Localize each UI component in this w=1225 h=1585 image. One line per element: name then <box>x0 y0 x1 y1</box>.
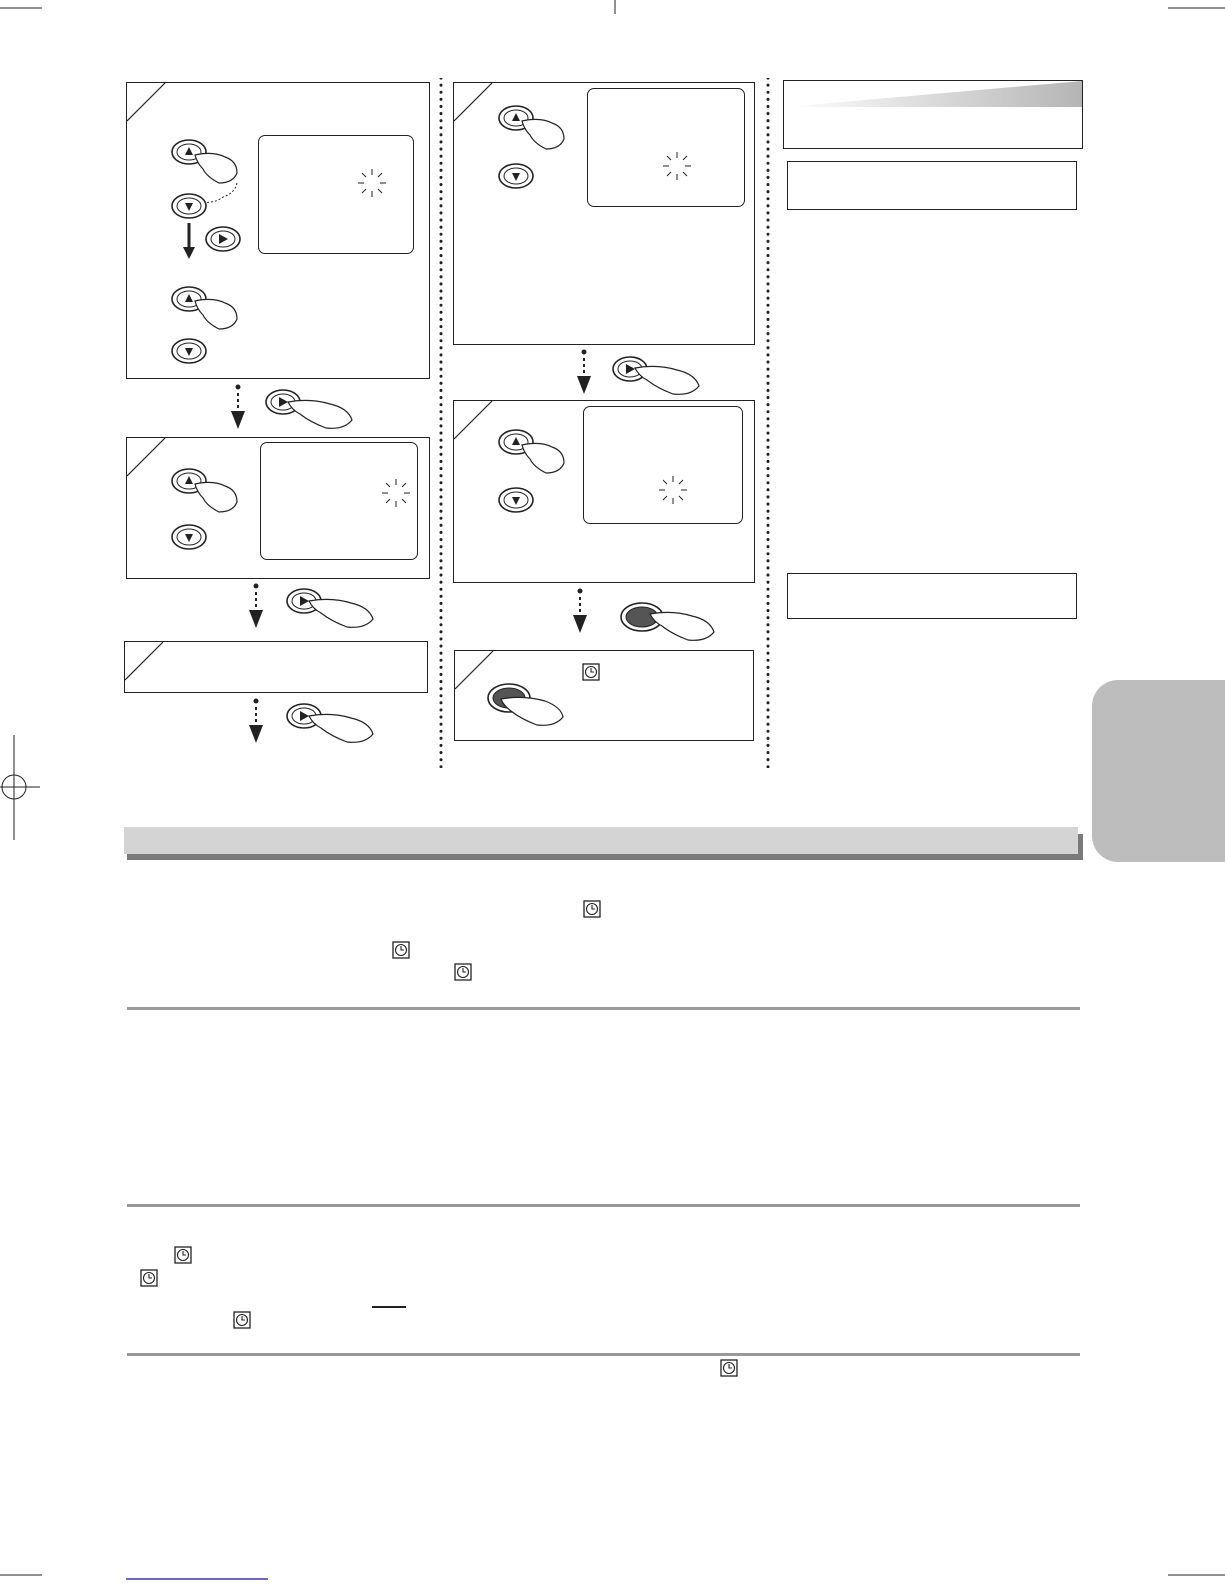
step-corner <box>127 438 167 478</box>
note-box-1 <box>787 161 1077 210</box>
down-arrow-icon <box>570 587 590 635</box>
clock-icon <box>454 963 472 981</box>
step-panel-5 <box>453 400 755 583</box>
pointing-hand-icon <box>520 113 570 153</box>
pointing-hand-icon <box>193 293 243 333</box>
pointing-hand-icon <box>633 358 703 398</box>
display-screen <box>587 88 745 207</box>
flash-burst-icon <box>379 476 413 510</box>
pointing-hand-icon <box>286 392 356 432</box>
column-separator-1 <box>439 78 443 768</box>
registration-mark-left <box>0 735 40 840</box>
crop-mark-top-left <box>0 0 60 20</box>
down-arrow-button-icon[interactable] <box>171 338 207 364</box>
pointing-hand-icon <box>193 476 243 516</box>
clock-icon <box>392 941 410 959</box>
display-screen <box>583 406 743 524</box>
pointing-hand-icon <box>499 691 569 731</box>
overline-mark <box>372 1306 406 1308</box>
step-panel-1 <box>126 82 430 379</box>
column-separator-2 <box>766 78 770 768</box>
note-box-2 <box>787 573 1077 619</box>
section-divider <box>127 1204 1080 1207</box>
pointing-hand-icon <box>648 604 718 644</box>
crop-mark-top-center <box>605 0 625 20</box>
pointing-hand-icon <box>520 437 570 477</box>
clock-icon <box>582 663 600 681</box>
clock-icon <box>174 1246 192 1264</box>
down-arrow-icon <box>228 383 248 431</box>
down-arrow-icon <box>246 697 266 745</box>
display-screen <box>260 442 418 560</box>
pointing-hand-icon <box>307 591 377 631</box>
down-arrow-button-icon[interactable] <box>171 193 207 219</box>
note-banner <box>783 80 1083 149</box>
step-corner <box>454 401 494 441</box>
flash-burst-icon <box>355 166 389 200</box>
step-corner <box>454 83 494 123</box>
flash-burst-icon <box>656 473 690 507</box>
step-panel-2 <box>126 437 430 579</box>
clock-icon <box>583 900 601 918</box>
step-corner <box>125 642 165 682</box>
pointing-hand-icon <box>307 706 377 746</box>
crop-mark-top-right <box>1168 0 1225 20</box>
side-tab <box>1092 680 1225 862</box>
down-arrow-icon <box>179 223 199 261</box>
down-arrow-button-icon[interactable] <box>171 524 207 550</box>
clock-icon <box>140 1269 158 1287</box>
down-arrow-button-icon[interactable] <box>498 163 534 189</box>
section-header-bar <box>124 827 1078 854</box>
banner-gradient <box>784 81 1082 109</box>
crop-mark-bottom <box>0 1565 1225 1585</box>
step-panel-3 <box>124 641 428 693</box>
section-divider <box>127 1353 1080 1356</box>
flash-burst-icon <box>660 149 694 183</box>
section-divider <box>127 1007 1080 1010</box>
down-arrow-icon <box>574 348 594 396</box>
down-arrow-icon <box>246 582 266 630</box>
clock-icon <box>720 1359 738 1377</box>
down-arrow-button-icon[interactable] <box>498 487 534 513</box>
step-panel-6 <box>454 650 754 741</box>
step-corner <box>127 83 167 123</box>
display-screen <box>258 135 414 254</box>
clock-icon <box>233 1311 251 1329</box>
play-arrow-button-icon[interactable] <box>205 226 241 252</box>
step-panel-4 <box>453 82 755 345</box>
